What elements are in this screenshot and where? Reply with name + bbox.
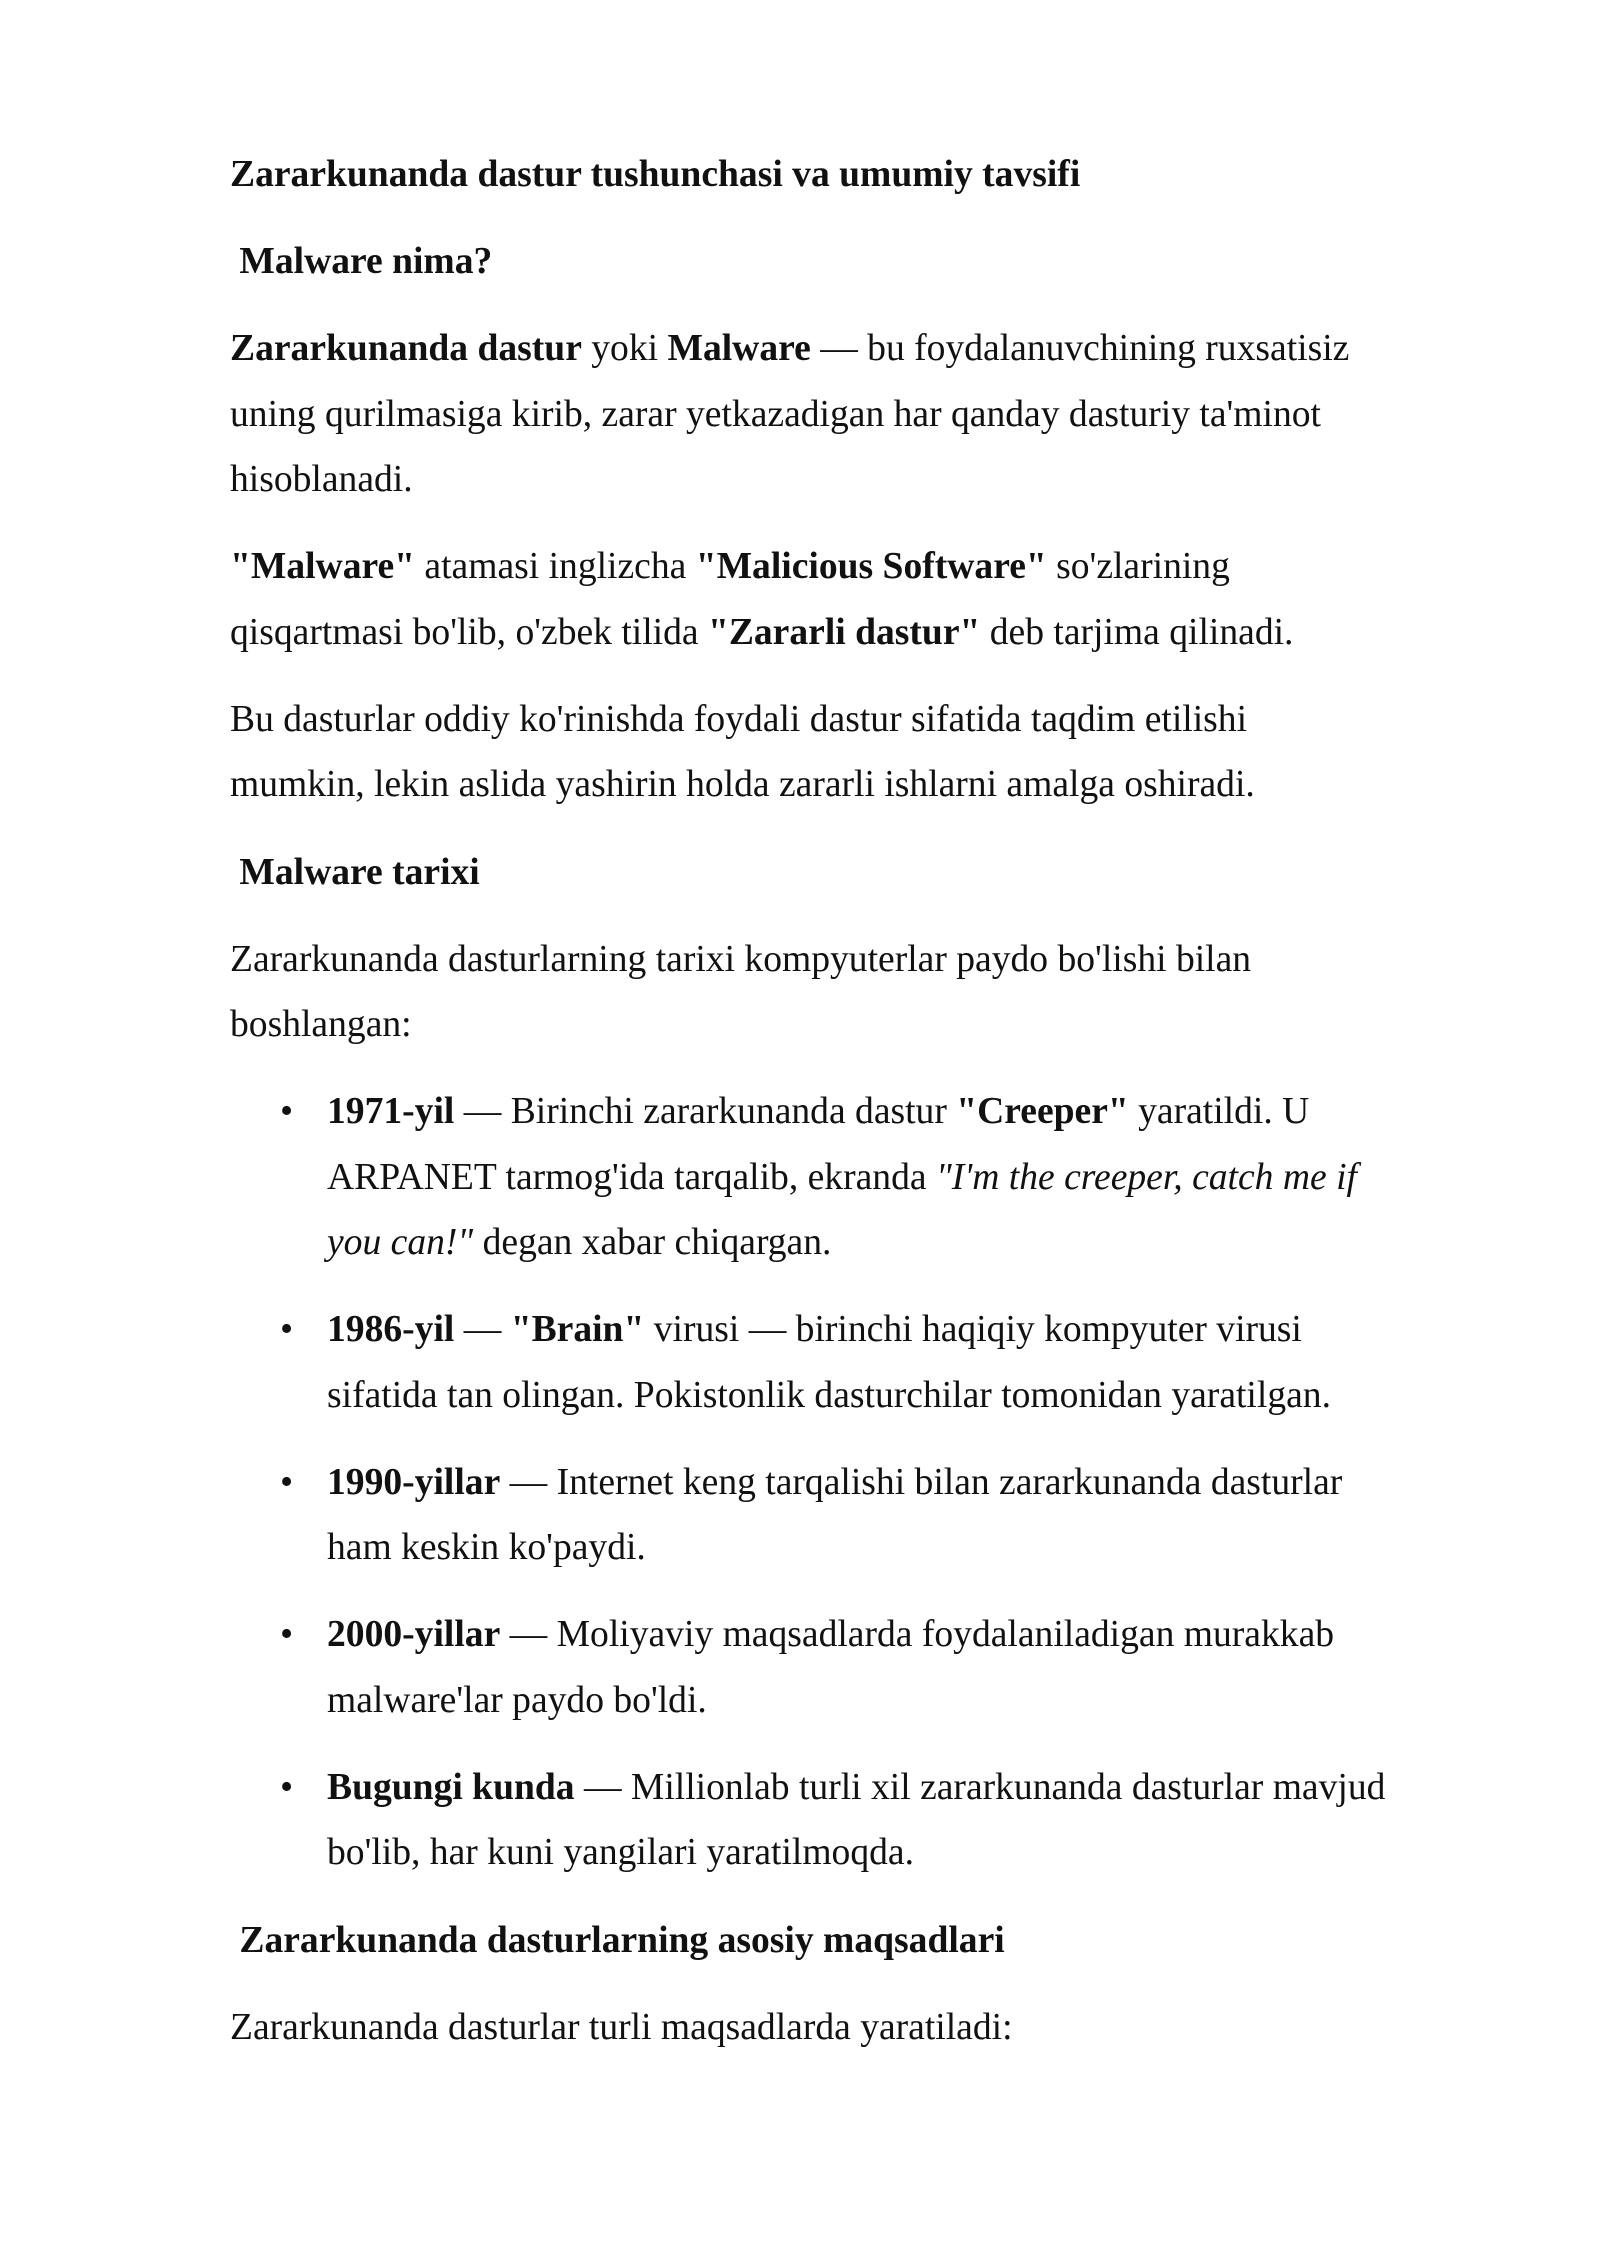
list-item-1986 [327, 1297, 1430, 1428]
bold-term: 2000-yillar [327, 1614, 501, 1656]
text-line [230, 687, 1430, 752]
list-item-today [327, 1755, 1430, 1886]
list-item-1971 [327, 1079, 1430, 1275]
heading-text: Malware tarixi [239, 851, 480, 893]
text-run: deb tarjima qilinadi. [980, 611, 1294, 653]
document-body [230, 142, 1430, 2082]
text-line [327, 1515, 1430, 1580]
section-heading-malware-tarixi [230, 840, 1430, 905]
text-run: — Moliyaviy maqsadlarda foydalaniladigan murakkab [500, 1614, 1335, 1656]
bold-term: "Creeper" [956, 1091, 1129, 1133]
bullet-icon [280, 1297, 293, 1362]
bold-term: Zararkunanda dastur [230, 328, 582, 370]
bullet-icon [280, 1450, 293, 1515]
text-line [230, 534, 1430, 599]
text-line [327, 1210, 1430, 1275]
text-run: so'zlarining [1046, 546, 1230, 588]
list-item-1990s [327, 1450, 1430, 1581]
italic-quote: you can!" [327, 1222, 474, 1264]
bold-term: 1990-yillar [327, 1461, 501, 1503]
paragraph-etymology [230, 534, 1430, 665]
bold-term: "Zararli dastur" [707, 611, 981, 653]
text-run: yaratildi. U [1128, 1091, 1310, 1133]
text-line [327, 1450, 1430, 1515]
bold-term: Malware [667, 328, 811, 370]
bold-term: "Malicious Software" [695, 546, 1047, 588]
section-heading-malware-nima [230, 229, 1430, 294]
text-run: — Internet keng tarqalishi bilan zararkunanda dasturlar [500, 1461, 1343, 1503]
text-run: degan xabar chiqargan. [473, 1222, 832, 1264]
text-line [230, 600, 1430, 665]
text-run: — [454, 1309, 511, 1351]
text-run: bo'lib, har kuni yangilari yaratilmoqda. [327, 1832, 914, 1874]
text-run: — Birinchi zararkunanda dastur [454, 1091, 957, 1133]
bold-term: Bugungi kunda [327, 1766, 575, 1808]
text-run: hisoblanadi. [230, 459, 413, 501]
bold-term: 1971-yil [327, 1091, 455, 1133]
text-line [230, 316, 1430, 381]
text-line [327, 1755, 1430, 1820]
text-line [230, 382, 1430, 447]
text-line [230, 1995, 1430, 2060]
text-line [327, 1602, 1430, 1667]
text-line [230, 927, 1430, 992]
text-run: — Millionlab turli xil zararkunanda dasturlar mavjud [574, 1766, 1386, 1808]
text-run: yoki [581, 328, 668, 370]
heading-text: Zararkunanda dasturlarning asosiy maqsadlari [239, 1919, 1005, 1961]
bullet-icon [280, 1079, 293, 1144]
text-line [327, 1297, 1430, 1362]
text-run: sifatida tan olingan. Pokistonlik dasturchilar tomonidan yaratilgan. [327, 1374, 1331, 1416]
text-run: — bu foydalanuvchining ruxsatisiz [810, 328, 1350, 370]
paragraph-history-intro [230, 927, 1430, 1058]
bold-term: 1986-yil [327, 1309, 455, 1351]
text-run: ham keskin ko'paydi. [327, 1527, 646, 1569]
bullet-icon [280, 1755, 293, 1820]
text-run: qisqartmasi bo'lib, o'zbek tilida [230, 611, 708, 653]
text-run: virusi — birinchi haqiqiy kompyuter virusi [644, 1309, 1302, 1351]
section-heading-maqsadlar [230, 1908, 1430, 1973]
text-line [327, 1820, 1430, 1885]
bullet-icon [280, 1602, 293, 1667]
text-line [327, 1668, 1430, 1733]
text-line [327, 1079, 1430, 1144]
text-line [327, 1145, 1430, 1210]
text-run: ARPANET tarmog'ida tarqalib, ekranda [327, 1156, 936, 1198]
bold-term: "Brain" [510, 1309, 645, 1351]
text-run: mumkin, lekin aslida yashirin holda zararli ishlarni amalga oshiradi. [230, 764, 1255, 806]
list-item-2000s [327, 1602, 1430, 1733]
text-run: Zararkunanda dasturlar turli maqsadlarda yaratiladi: [230, 2006, 1013, 2048]
text-run: Zararkunanda dasturlarning tarixi kompyuterlar paydo bo'lishi bilan [230, 938, 1252, 980]
document-title [230, 142, 1430, 207]
text-line [230, 447, 1430, 512]
text-run: uning qurilmasiga kirib, zarar yetkazadigan har qanday dasturiy ta'minot [230, 393, 1321, 435]
paragraph-disguise [230, 687, 1430, 818]
heading-text: Malware nima? [239, 241, 493, 283]
title-text: Zararkunanda dastur tushunchasi va umumiy tavsifi [230, 154, 1081, 195]
text-line [230, 752, 1430, 817]
text-line [327, 1363, 1430, 1428]
text-run: Bu dasturlar oddiy ko'rinishda foydali dastur sifatida taqdim etilishi [230, 698, 1248, 740]
text-run: malware'lar paydo bo'ldi. [327, 1679, 707, 1721]
text-run: boshlangan: [230, 1004, 412, 1046]
italic-quote: "I'm the creeper, catch me if [935, 1156, 1357, 1198]
paragraph-purposes-intro [230, 1995, 1430, 2060]
paragraph-definition [230, 316, 1430, 512]
text-run: atamasi inglizcha [415, 546, 696, 588]
text-line [230, 992, 1430, 1057]
bold-term: "Malware" [230, 546, 416, 588]
